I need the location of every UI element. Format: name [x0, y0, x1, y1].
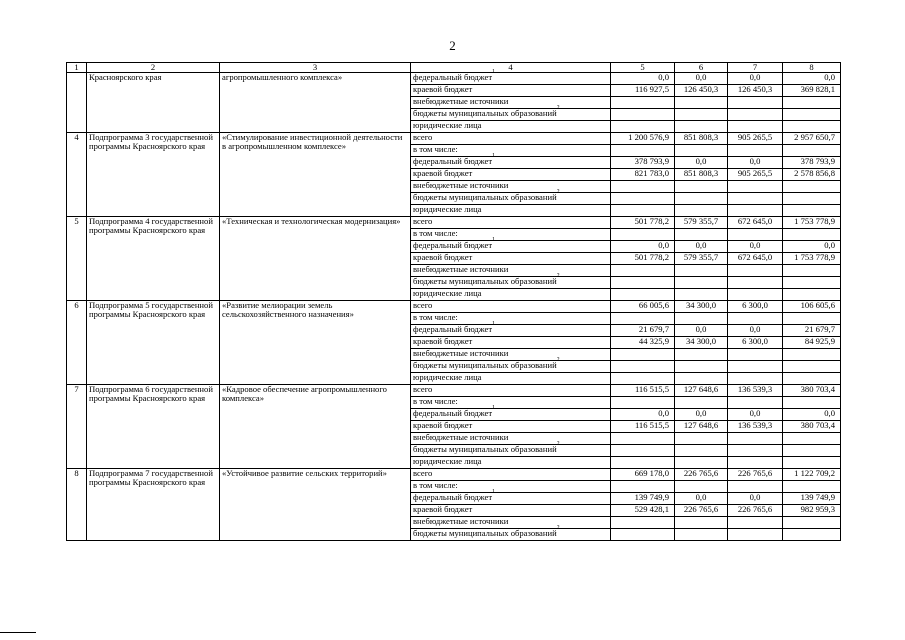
footnote-divider — [0, 632, 36, 633]
value-cell — [675, 517, 728, 529]
value-cell — [728, 517, 783, 529]
value-cell — [728, 397, 783, 409]
value-cell: 672 645,0 — [728, 217, 783, 229]
value-cell: 821 783,0 — [611, 169, 675, 181]
value-cell: 6 300,0 — [728, 301, 783, 313]
source-label-cell — [411, 405, 611, 421]
value-cell — [611, 397, 675, 409]
value-cell — [728, 349, 783, 361]
program-title-cell: «Стимулирование инвестиционной деятельности в агропромышленном комплексе» — [220, 133, 411, 217]
value-cell: 116 515,5 — [611, 385, 675, 397]
program-title-cell: «Развитие мелиорации земель сельскохозяйственного назначения» — [220, 301, 411, 385]
source-label-cell — [411, 357, 611, 373]
value-cell — [611, 433, 675, 445]
value-cell: 44 325,9 — [611, 337, 675, 349]
footnote-marker: 1 — [492, 489, 496, 495]
value-cell — [675, 145, 728, 157]
program-title-cell: «Устойчивое развитие сельских территорий» — [220, 469, 411, 541]
source-label-cell — [411, 217, 611, 229]
source-label-cell — [411, 85, 611, 97]
value-cell: 2 578 856,8 — [783, 169, 841, 181]
value-cell — [611, 361, 675, 373]
value-cell — [675, 289, 728, 301]
source-label-cell — [411, 273, 611, 289]
source-label: бюджеты муниципальных образований — [413, 276, 557, 286]
value-cell: 84 925,9 — [783, 337, 841, 349]
value-cell: 378 793,9 — [783, 157, 841, 169]
source-label-cell — [411, 373, 611, 385]
source-label: в том числе: — [413, 228, 458, 238]
source-label-cell — [411, 313, 611, 325]
value-cell: 0,0 — [675, 493, 728, 505]
value-cell: 851 808,3 — [675, 133, 728, 145]
value-cell: 905 265,5 — [728, 133, 783, 145]
source-label-cell — [411, 525, 611, 541]
source-label: всего — [413, 468, 433, 478]
value-cell — [675, 349, 728, 361]
value-cell — [675, 229, 728, 241]
value-cell: 2 957 650,7 — [783, 133, 841, 145]
value-cell: 369 828,1 — [783, 85, 841, 97]
value-cell: 127 648,6 — [675, 421, 728, 433]
value-cell — [675, 313, 728, 325]
source-label-cell — [411, 469, 611, 481]
value-cell — [783, 193, 841, 205]
value-cell — [611, 289, 675, 301]
value-cell — [783, 529, 841, 541]
value-cell — [783, 97, 841, 109]
value-cell: 672 645,0 — [728, 253, 783, 265]
row-number-cell: 4 — [67, 133, 87, 217]
value-cell — [783, 277, 841, 289]
value-cell — [728, 109, 783, 121]
value-cell — [783, 349, 841, 361]
source-label-cell — [411, 205, 611, 217]
value-cell: 579 355,7 — [675, 217, 728, 229]
source-label-cell — [411, 265, 611, 277]
source-label: внебюджетные источники — [413, 180, 509, 190]
value-cell: 380 703,4 — [783, 385, 841, 397]
source-label: всего — [413, 216, 433, 226]
header-cell: 8 — [783, 63, 841, 73]
source-label: бюджеты муниципальных образований — [413, 192, 557, 202]
footnote-marker: 1 — [492, 69, 496, 75]
value-cell: 0,0 — [783, 73, 841, 85]
value-cell: 136 539,3 — [728, 421, 783, 433]
value-cell: 0,0 — [675, 73, 728, 85]
page-number: 2 — [449, 38, 456, 53]
source-label-cell — [411, 489, 611, 505]
source-label-cell — [411, 433, 611, 445]
value-cell — [783, 313, 841, 325]
value-cell: 139 749,9 — [783, 493, 841, 505]
source-label-cell — [411, 97, 611, 109]
source-label: бюджеты муниципальных образований — [413, 108, 557, 118]
value-cell — [675, 397, 728, 409]
source-label: в том числе: — [413, 144, 458, 154]
source-label: внебюджетные источники — [413, 516, 509, 526]
source-label-cell — [411, 457, 611, 469]
value-cell — [675, 181, 728, 193]
value-cell — [675, 445, 728, 457]
source-label: федеральный бюджет — [413, 492, 493, 502]
footnote-marker: 2 — [556, 441, 560, 447]
value-cell — [675, 361, 728, 373]
program-name-cell: Красноярского края — [87, 73, 220, 133]
value-cell: 34 300,0 — [675, 301, 728, 313]
source-label: внебюджетные источники — [413, 432, 509, 442]
value-cell — [728, 433, 783, 445]
value-cell — [728, 361, 783, 373]
value-cell: 0,0 — [728, 157, 783, 169]
value-cell: 0,0 — [728, 493, 783, 505]
footnote-marker: 2 — [556, 273, 560, 279]
value-cell — [611, 229, 675, 241]
source-label: юридические лица — [413, 456, 482, 466]
value-cell: 126 450,3 — [728, 85, 783, 97]
footnote-marker: 2 — [556, 357, 560, 363]
source-label: краевой бюджет — [413, 252, 473, 262]
source-label-cell — [411, 105, 611, 121]
source-label-cell — [411, 321, 611, 337]
value-cell: 1 200 576,9 — [611, 133, 675, 145]
header-cell: 6 — [675, 63, 728, 73]
value-cell: 982 959,3 — [783, 505, 841, 517]
source-label: федеральный бюджет — [413, 72, 493, 82]
value-cell: 905 265,5 — [728, 169, 783, 181]
value-cell: 1 122 709,2 — [783, 469, 841, 481]
value-cell: 579 355,7 — [675, 253, 728, 265]
value-cell: 0,0 — [728, 409, 783, 421]
source-label: федеральный бюджет — [413, 324, 493, 334]
source-label-cell — [411, 481, 611, 493]
value-cell — [783, 361, 841, 373]
value-cell: 378 793,9 — [611, 157, 675, 169]
source-label-cell — [411, 169, 611, 181]
value-cell: 529 428,1 — [611, 505, 675, 517]
value-cell — [783, 445, 841, 457]
source-label-cell — [411, 517, 611, 529]
value-cell: 21 679,7 — [783, 325, 841, 337]
table-body — [67, 63, 841, 541]
value-cell — [728, 121, 783, 133]
header-cell: 2 — [87, 63, 220, 73]
value-cell: 226 765,6 — [728, 505, 783, 517]
program-title-cell: агропромышленного комплекса» — [220, 73, 411, 133]
value-cell — [783, 457, 841, 469]
source-label: краевой бюджет — [413, 336, 473, 346]
source-label: федеральный бюджет — [413, 240, 493, 250]
source-label-cell — [411, 337, 611, 349]
value-cell: 501 778,2 — [611, 217, 675, 229]
value-cell: 226 765,6 — [675, 505, 728, 517]
source-label-cell — [411, 181, 611, 193]
value-cell — [611, 277, 675, 289]
source-label: бюджеты муниципальных образований — [413, 444, 557, 454]
value-cell — [675, 277, 728, 289]
value-cell — [728, 145, 783, 157]
value-cell: 127 648,6 — [675, 385, 728, 397]
value-cell — [728, 481, 783, 493]
source-label: всего — [413, 300, 433, 310]
value-cell: 0,0 — [675, 157, 728, 169]
value-cell — [611, 121, 675, 133]
value-cell: 501 778,2 — [611, 253, 675, 265]
value-cell — [611, 457, 675, 469]
value-cell — [675, 373, 728, 385]
value-cell: 0,0 — [611, 241, 675, 253]
value-cell — [611, 481, 675, 493]
table-row — [67, 217, 841, 229]
value-cell: 34 300,0 — [675, 337, 728, 349]
source-label-cell — [411, 421, 611, 433]
value-cell — [783, 109, 841, 121]
footnote-marker: 1 — [492, 153, 496, 159]
source-label: в том числе: — [413, 480, 458, 490]
value-cell — [783, 373, 841, 385]
source-label: юридические лица — [413, 204, 482, 214]
table-row — [67, 301, 841, 313]
value-cell: 380 703,4 — [783, 421, 841, 433]
value-cell — [611, 97, 675, 109]
source-label-cell — [411, 121, 611, 133]
value-cell — [675, 433, 728, 445]
source-label-cell — [411, 145, 611, 157]
value-cell — [728, 193, 783, 205]
source-label: внебюджетные источники — [413, 96, 509, 106]
source-label: внебюджетные источники — [413, 348, 509, 358]
header-cell: 5 — [611, 63, 675, 73]
value-cell: 116 515,5 — [611, 421, 675, 433]
value-cell: 226 765,6 — [728, 469, 783, 481]
value-cell — [783, 289, 841, 301]
value-cell — [611, 193, 675, 205]
source-label: всего — [413, 384, 433, 394]
source-label-cell — [411, 289, 611, 301]
value-cell: 116 927,5 — [611, 85, 675, 97]
source-label-cell — [411, 385, 611, 397]
value-cell — [728, 289, 783, 301]
program-name-cell: Подпрограмма 5 государственной программы Красноярского края — [87, 301, 220, 385]
header-cell: 1 — [67, 63, 87, 73]
row-number-cell — [67, 73, 87, 133]
value-cell — [728, 205, 783, 217]
footnote-marker: 1 — [492, 405, 496, 411]
source-label-cell — [411, 229, 611, 241]
budget-table — [66, 62, 841, 541]
value-cell: 851 808,3 — [675, 169, 728, 181]
source-label-cell — [411, 133, 611, 145]
value-cell: 0,0 — [783, 409, 841, 421]
value-cell — [783, 517, 841, 529]
value-cell: 226 765,6 — [675, 469, 728, 481]
source-label-cell — [411, 237, 611, 253]
value-cell: 0,0 — [675, 409, 728, 421]
source-label: краевой бюджет — [413, 504, 473, 514]
value-cell — [675, 97, 728, 109]
value-cell — [783, 121, 841, 133]
value-cell — [728, 181, 783, 193]
value-cell — [611, 445, 675, 457]
source-label: бюджеты муниципальных образований — [413, 528, 557, 538]
value-cell — [728, 457, 783, 469]
table-row — [67, 385, 841, 397]
value-cell: 0,0 — [783, 241, 841, 253]
value-cell: 6 300,0 — [728, 337, 783, 349]
value-cell: 21 679,7 — [611, 325, 675, 337]
value-cell — [728, 97, 783, 109]
value-cell — [611, 349, 675, 361]
program-name-cell: Подпрограмма 7 государственной программы Красноярского края — [87, 469, 220, 541]
footnote-marker: 2 — [556, 105, 560, 111]
source-label-cell — [411, 505, 611, 517]
value-cell — [728, 313, 783, 325]
source-label: бюджеты муниципальных образований — [413, 360, 557, 370]
source-label: в том числе: — [413, 396, 458, 406]
row-number-cell: 5 — [67, 217, 87, 301]
source-label: юридические лица — [413, 372, 482, 382]
value-cell — [675, 109, 728, 121]
program-name-cell: Подпрограмма 4 государственной программы Красноярского края — [87, 217, 220, 301]
row-number-cell: 7 — [67, 385, 87, 469]
program-name-cell: Подпрограмма 3 государственной программы Красноярского края — [87, 133, 220, 217]
value-cell: 0,0 — [728, 73, 783, 85]
value-cell: 669 178,0 — [611, 469, 675, 481]
value-cell — [728, 229, 783, 241]
value-cell — [611, 529, 675, 541]
source-label: краевой бюджет — [413, 168, 473, 178]
value-cell — [675, 457, 728, 469]
table-row — [67, 73, 841, 85]
source-label: федеральный бюджет — [413, 156, 493, 166]
value-cell — [675, 193, 728, 205]
value-cell: 0,0 — [728, 325, 783, 337]
footnote-marker: 2 — [556, 525, 560, 531]
value-cell — [675, 205, 728, 217]
source-label-cell — [411, 153, 611, 169]
source-label: всего — [413, 132, 433, 142]
value-cell — [783, 265, 841, 277]
value-cell — [611, 109, 675, 121]
value-cell: 0,0 — [675, 241, 728, 253]
value-cell: 1 753 778,9 — [783, 217, 841, 229]
value-cell — [675, 265, 728, 277]
value-cell — [611, 145, 675, 157]
value-cell — [611, 373, 675, 385]
source-label: юридические лица — [413, 288, 482, 298]
row-number-cell: 6 — [67, 301, 87, 385]
header-cell: 7 — [728, 63, 783, 73]
header-cell: 4 — [411, 63, 611, 73]
value-cell: 1 753 778,9 — [783, 253, 841, 265]
value-cell — [675, 529, 728, 541]
value-cell — [728, 265, 783, 277]
source-label: краевой бюджет — [413, 84, 473, 94]
value-cell: 0,0 — [728, 241, 783, 253]
value-cell: 136 539,3 — [728, 385, 783, 397]
source-label-cell — [411, 253, 611, 265]
value-cell — [783, 145, 841, 157]
source-label: в том числе: — [413, 312, 458, 322]
value-cell — [728, 529, 783, 541]
source-label: внебюджетные источники — [413, 264, 509, 274]
value-cell — [783, 433, 841, 445]
value-cell: 126 450,3 — [675, 85, 728, 97]
footnote-marker: 1 — [492, 237, 496, 243]
program-name-cell: Подпрограмма 6 государственной программы Красноярского края — [87, 385, 220, 469]
table-row — [67, 469, 841, 481]
source-label-cell — [411, 189, 611, 205]
value-cell — [611, 181, 675, 193]
value-cell — [675, 481, 728, 493]
value-cell: 139 749,9 — [611, 493, 675, 505]
value-cell — [783, 397, 841, 409]
header-cell: 3 — [220, 63, 411, 73]
value-cell — [611, 265, 675, 277]
header-row — [67, 63, 841, 73]
value-cell — [783, 229, 841, 241]
source-label-cell — [411, 349, 611, 361]
program-title-cell: «Техническая и технологическая модернизация» — [220, 217, 411, 301]
value-cell — [728, 445, 783, 457]
value-cell — [728, 277, 783, 289]
value-cell — [611, 205, 675, 217]
source-label: юридические лица — [413, 120, 482, 130]
value-cell: 106 605,6 — [783, 301, 841, 313]
value-cell — [783, 481, 841, 493]
table-row — [67, 133, 841, 145]
value-cell — [728, 373, 783, 385]
source-label: федеральный бюджет — [413, 408, 493, 418]
source-label: краевой бюджет — [413, 420, 473, 430]
source-label-cell — [411, 441, 611, 457]
value-cell — [611, 313, 675, 325]
value-cell — [611, 517, 675, 529]
program-title-cell: «Кадровое обеспечение агропромышленного комплекса» — [220, 385, 411, 469]
source-label-cell — [411, 69, 611, 85]
value-cell: 0,0 — [675, 325, 728, 337]
row-number-cell: 8 — [67, 469, 87, 541]
value-cell: 0,0 — [611, 73, 675, 85]
value-cell — [783, 181, 841, 193]
value-cell — [675, 121, 728, 133]
footnote-marker: 1 — [492, 321, 496, 327]
value-cell: 66 005,6 — [611, 301, 675, 313]
source-label-cell — [411, 301, 611, 313]
source-label-cell — [411, 397, 611, 409]
value-cell: 0,0 — [611, 409, 675, 421]
value-cell — [783, 205, 841, 217]
footnote-marker: 2 — [556, 189, 560, 195]
